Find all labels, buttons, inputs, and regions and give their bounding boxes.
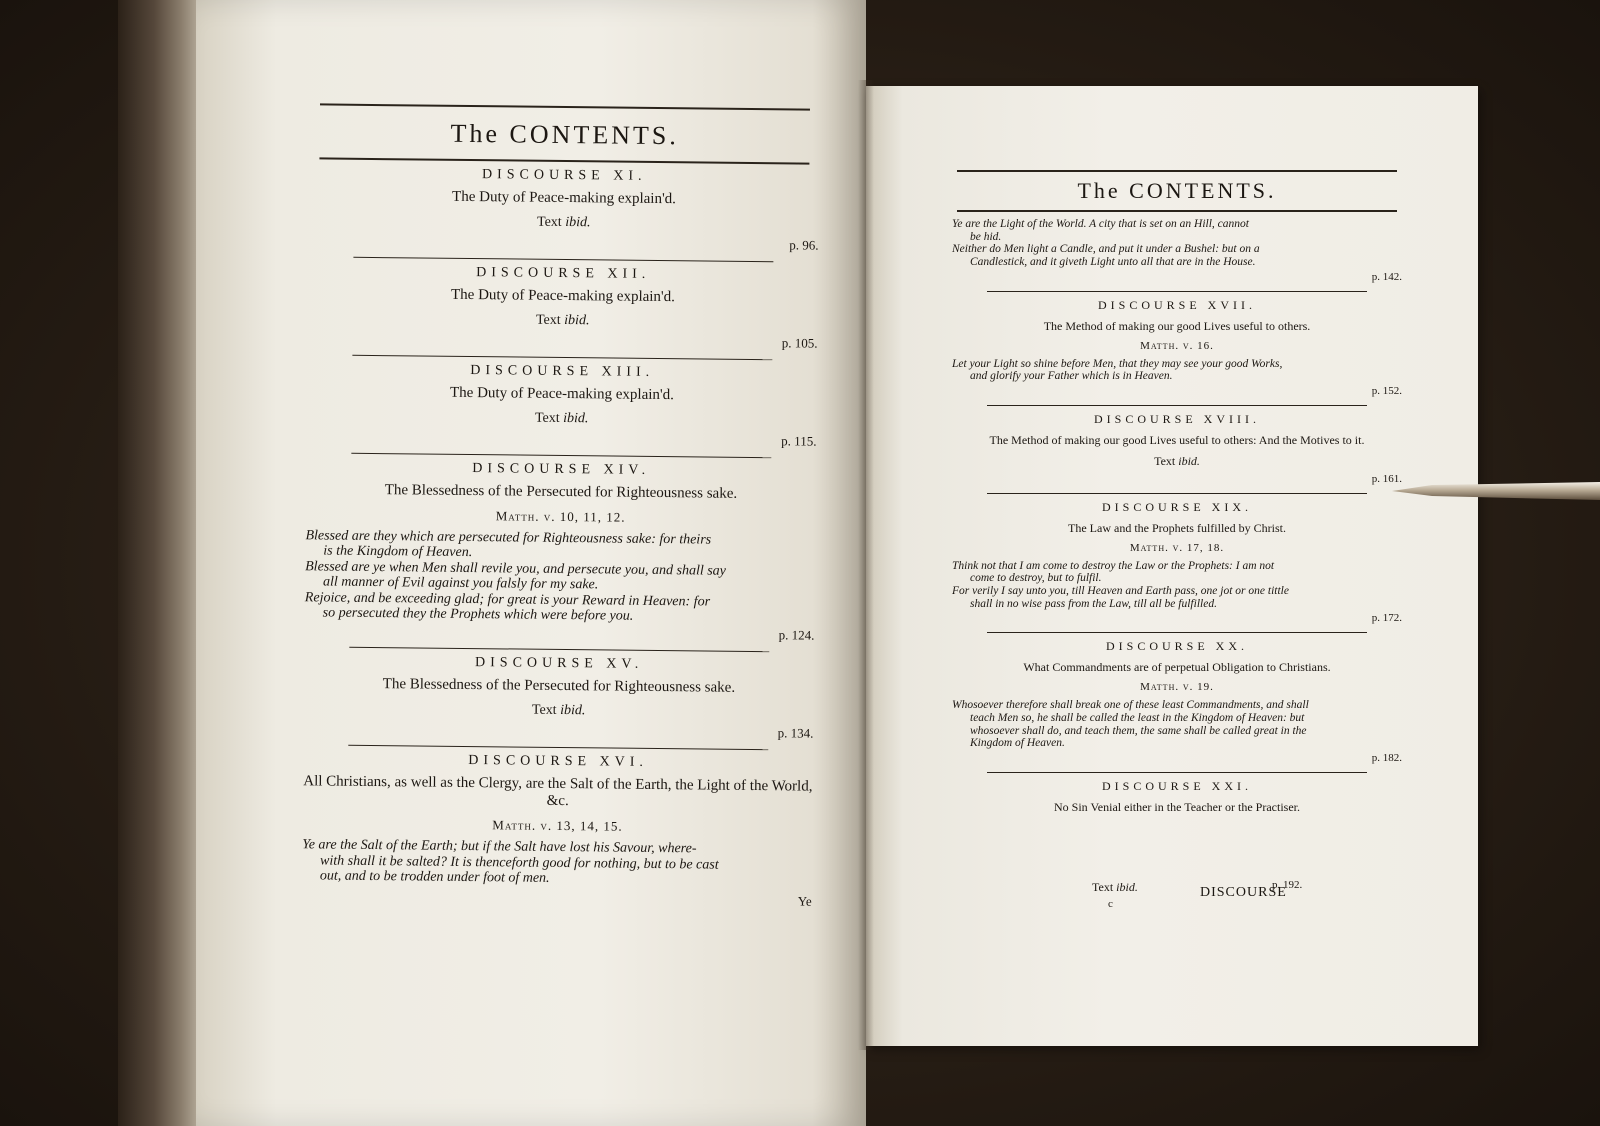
scripture-quote: Blessed are they which are persecuted for Righteousness sake: for theirs is the Kingdom of Heaven. Blessed are ye when Men shall revile you, and persecute you, and shall say all manner of Evil against you falsly for my sake. Rejoice, and be exceeding glad; for great is your Reward in Heaven: for so persecuted they the Prophets which were before you.: [304, 528, 727, 624]
contents-entry: [952, 292, 1402, 405]
contents-entry: [302, 746, 814, 918]
scripture-quote: Ye are the Light of the World. A city that is set on an Hill, cannot be hid. Neither do Men light a Candle, and put it under a Bushel: but on a Candlestick, and it giveth Light unto all that are in the House.: [952, 218, 1260, 268]
page-number: p. 182.: [1371, 751, 1402, 764]
text-reference: Text ibid.: [1092, 880, 1138, 894]
scripture-quote: Whosoever therefore shall break one of these least Commandments, and shall teach Men so, he shall be called the least in the Kingdom of Heaven: but whosoever shall do, and teach them, the same shall be called great in the Kingdom of Heaven.: [952, 699, 1309, 750]
discourse-heading: DISCOURSE XIV.: [472, 461, 651, 478]
discourse-heading: DISCOURSE XIX.: [1101, 499, 1252, 514]
discourse-subject: All Christians, as well as the Clergy, are the Salt of the Earth, the Light of the World, &c.: [303, 773, 813, 810]
contents-entry-continued: [952, 212, 1402, 291]
page-number: p. 124.: [778, 627, 815, 643]
left-page-contents: [302, 103, 820, 917]
text-reference: Text ibid.: [1154, 453, 1200, 468]
left-page-title: The CONTENTS.: [450, 118, 679, 151]
discourse-subject: The Blessedness of the Persecuted for Righteousness sake.: [384, 482, 738, 502]
discourse-subject: The Method of making our good Lives useful to others: And the Motives to it.: [989, 432, 1365, 447]
discourse-subject: The Duty of Peace-making explain'd.: [449, 384, 674, 404]
page-number: p. 96.: [789, 237, 819, 253]
scripture-reference: Matth. v. 16.: [1140, 339, 1214, 352]
discourse-heading: DISCOURSE XI.: [481, 167, 647, 184]
header-rule-top: [957, 170, 1397, 172]
text-reference: Text ibid.: [536, 214, 591, 231]
scripture-reference: Matth. v. 10, 11, 12.: [495, 508, 626, 525]
discourse-subject: The Law and the Prophets fulfilled by Christ.: [1068, 520, 1286, 535]
discourse-heading: DISCOURSE XII.: [476, 265, 651, 282]
discourse-heading: DISCOURSE XXI.: [1101, 778, 1252, 793]
page-number: p. 152.: [1371, 384, 1402, 397]
scripture-quote: Ye are the Salt of the Earth; but if the Salt have lost his Savour, where- with shall it be salted? It is thenceforth good for nothing, but to be cast out, and to be trodden under foot of men.: [302, 837, 719, 887]
contents-entry: [952, 633, 1402, 772]
catchword: Ye: [797, 892, 812, 909]
discourse-subject: The Duty of Peace-making explain'd.: [450, 286, 676, 306]
right-page-title: The CONTENTS.: [1077, 178, 1277, 203]
discourse-subject: What Commandments are of perpetual Obligation to Christians.: [1023, 660, 1331, 675]
page-number: p. 134.: [777, 725, 814, 741]
book-gutter: [858, 80, 874, 1050]
scripture-reference: Matth. v. 17, 18.: [1129, 541, 1225, 554]
scripture-reference: Matth. v. 19.: [1140, 681, 1214, 694]
contents-entry: [306, 355, 817, 457]
text-reference: Text ibid.: [534, 410, 589, 427]
discourse-subject: The Blessedness of the Persecuted for Righteousness sake.: [382, 676, 736, 697]
discourse-heading: DISCOURSE XVIII.: [1094, 411, 1260, 426]
text-reference: Text ibid.: [531, 703, 586, 719]
discourse-heading: DISCOURSE XV.: [474, 655, 644, 673]
scripture-quote: Think not that I am come to destroy the Law or the Prophets: I am not come to destroy, but to fulfil. For verily I say unto you, till Heaven and Earth pass, one jot or one tittle shall in no wise pass from the Law, till all be fulfilled.: [952, 559, 1289, 610]
page-number: p. 142.: [1371, 270, 1402, 283]
contents-entry: [304, 453, 816, 652]
contents-entry: [952, 494, 1402, 633]
scripture-reference: Matth. v. 13, 14, 15.: [492, 817, 623, 834]
page-number: p. 192.: [1272, 879, 1303, 891]
page-number: p. 161.: [1371, 472, 1402, 485]
scripture-quote: Let your Light so shine before Men, that they may see your good Works, and glorify your Father which is in Heaven.: [952, 357, 1283, 383]
discourse-subject: The Method of making our good Lives useful to others.: [1043, 318, 1311, 333]
book-spine: [118, 0, 208, 1126]
page-number: p. 172.: [1371, 612, 1402, 625]
contents-entry: [307, 257, 818, 359]
contents-entry: [308, 159, 819, 261]
pointer-tool: [1392, 478, 1600, 504]
discourse-heading: DISCOURSE XVI.: [468, 753, 649, 771]
discourse-subject: No Sin Venial either in the Teacher or the Practiser.: [1054, 799, 1300, 814]
discourse-heading: DISCOURSE XIII.: [470, 363, 655, 380]
text-reference: Text ibid.: [535, 312, 590, 329]
contents-entry: [952, 406, 1402, 493]
page-number: p. 115.: [781, 433, 817, 449]
page-number: p. 105.: [781, 335, 818, 351]
discourse-subject: The Duty of Peace-making explain'd.: [452, 188, 677, 208]
discourse-heading: DISCOURSE XX.: [1105, 639, 1248, 654]
signature-mark: c: [1108, 898, 1113, 910]
contents-entry: [303, 648, 814, 750]
contents-entry: [952, 773, 1402, 829]
catchword: DISCOURSE: [1200, 885, 1287, 900]
right-page-contents: [952, 170, 1402, 829]
discourse-heading: DISCOURSE XVII.: [1097, 297, 1256, 312]
